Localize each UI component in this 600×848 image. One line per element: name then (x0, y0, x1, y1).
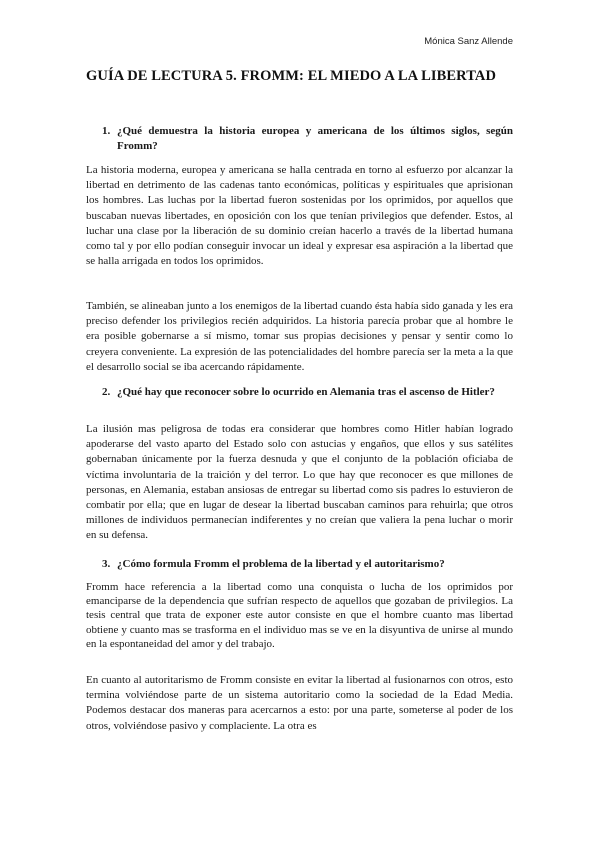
question-number: 1. (102, 125, 111, 137)
question-text: ¿Qué hay que reconocer sobre lo ocurrido en Alemania tras el ascenso de Hitler? (117, 386, 495, 398)
paragraph: También, se alineaban junto a los enemigos de la libertad cuando ésta había sido ganada y les era preciso defender los privilegios recién adquiridos. La historia parecía probar que al hombre le era posible gobernarse a sí mismo, tomar sus propias decisiones y pensar y sentir como lo creyera conveniente. La expresión de las potencialidades del hombre parecía ser la meta a la que el desarrollo social se iba acercando rápidamente. (86, 300, 513, 373)
section-2-heading (86, 385, 513, 400)
section-2-paragraph-1 (86, 422, 513, 544)
section-1-heading (86, 124, 513, 154)
paragraph: La ilusión mas peligrosa de todas era considerar que hombres como Hitler habían logrado apoderarse del vasto aparto del Estado solo con astucias y engaños, que ellos y sus satélites gobernaban únicamente por la fuerza desnuda y que el conjunto de la población oficiaba de víctima involuntaria de la traición y del terror. Lo que hay que reconocer es que millones de personas, en Alemania, estaban ansiosas de entregar su libertad como sis padres lo estuvieron de combatir por ella; que en lugar de desear la libertad buscaban caminos para rehuirla; que otros millones de individuos permanecían indiferentes y no creían que valiera la pena luchar o morir en su defensa. (86, 423, 513, 542)
page-title: GUÍA DE LECTURA 5. FROMM: EL MIEDO A LA LIBERTAD (86, 68, 497, 84)
question-1 (86, 124, 513, 154)
question-text: ¿Cómo formula Fromm el problema de la libertad y el autoritarismo? (117, 558, 445, 570)
section-1-paragraph-1 (86, 163, 513, 269)
question-text: ¿Qué demuestra la historia europea y americana de los últimos siglos, según Fromm? (117, 125, 513, 152)
author-header: Mónica Sanz Allende (424, 36, 513, 47)
paragraph: Fromm hace referencia a la libertad como una conquista o lucha de los oprimidos por emanciparse de la dependencia que sufrían respecto de aquellos que gozaban de privilegios. La tesis central que trata de exponer este autor consiste en que el hombre cuanto mas libertad obtiene y cuanto mas se trasforma en el individuo mas se ve en la disyuntiva de unirse al mundo en la espontaneidad del amor y del trabajo. (86, 581, 513, 650)
paragraph: En cuanto al autoritarismo de Fromm consiste en evitar la libertad al fusionarnos con otros, esto termina volviéndose parte de un sistema autoritario como la sociedad de la Edad Media. Podemos destacar dos maneras para acercarnos a esto: por una parte, someterse al poder de los otros, volviéndose pasivo y complaciente. La otra es (86, 674, 513, 732)
section-3-paragraph-2 (86, 673, 513, 734)
section-3-paragraph-1 (86, 580, 513, 651)
question-number: 2. (102, 386, 111, 398)
paragraph: La historia moderna, europea y americana se halla centrada en torno al esfuerzo por alcanzar la libertad en detrimento de las cadenas tanto económicas, políticas y espirituales que aprisionan los hombres. Las luchas por la libertad fueron sostenidas por los oprimidos, por aquellos que buscaban nuevas libertades, en oposición con los que tenían privilegios que defender. Estos, al luchar una clase por la liberación de su dominio creían hacerlo a través de la libertad humana como tal y por ello podían conseguir invocar un ideal y expresar esa aspiración a la libertad que se halla arrigada en todos los oprimidos. (86, 164, 513, 268)
section-1-paragraph-2 (86, 299, 513, 375)
question-2 (86, 385, 513, 400)
section-3-heading (86, 557, 513, 572)
question-number: 3. (102, 558, 111, 570)
question-3 (86, 557, 513, 572)
